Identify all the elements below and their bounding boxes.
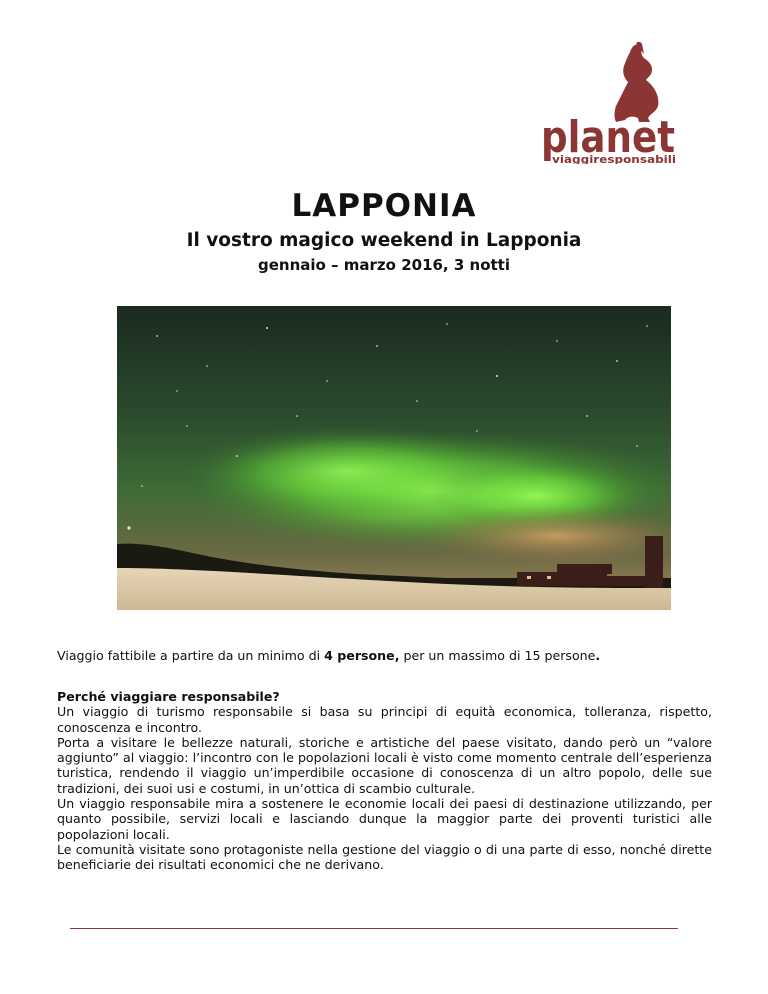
section-heading: Perché viaggiare responsabile? <box>57 689 280 704</box>
logo-wordmark: planet <box>541 112 675 163</box>
trip-dates: gennaio – marzo 2016, 3 notti <box>258 256 510 274</box>
group-size-note <box>57 648 717 663</box>
planet-logo <box>536 42 680 164</box>
note-period: . <box>595 648 601 663</box>
note-min-people: 4 persone, <box>324 648 400 663</box>
aurora-photo <box>117 306 671 610</box>
note-text-max: per un massimo di 15 persone <box>399 648 596 663</box>
footer-divider <box>70 928 678 929</box>
section-paragraph: Porta a visitare le bellezze naturali, storiche e artistiche del paese visitato, dando però un “valore aggiunto” al viaggio: l’incontro con le popolazioni locali è visto come momento centrale dell’esperienza turistica, rendendo il viaggio un’imperdibile occasione di conoscenza di un altro popolo, delle sue tradizioni, dei suoi usi e costumi, in un’ottica di scambio culturale. <box>57 734 712 796</box>
note-text: Viaggio fattibile a partire da un minimo di <box>57 648 325 663</box>
section-paragraph: Un viaggio di turismo responsabile si basa su principi di equità economica, tolleranza, rispetto, conoscenza e incontro. <box>57 704 712 735</box>
section-paragraph: Le comunità visitate sono protagoniste nella gestione del viaggio o di una parte di esso, nonché dirette beneficiarie dei risultati economici che ne derivano. <box>57 841 712 873</box>
page-title: LAPPONIA <box>291 188 477 224</box>
logo-tagline: viaggiresponsabili <box>552 153 676 164</box>
page-subtitle: Il vostro magico weekend in Lapponia <box>186 230 582 251</box>
section-paragraph: Un viaggio responsabile mira a sostenere le economie locali dei paesi di destinazione utilizzando, per quanto possibile, servizi locali e lasciando dunque la maggior parte dei proventi turistici alle popolazioni locali. <box>57 796 712 842</box>
hare-icon <box>615 42 659 122</box>
responsible-travel-section <box>57 689 712 873</box>
